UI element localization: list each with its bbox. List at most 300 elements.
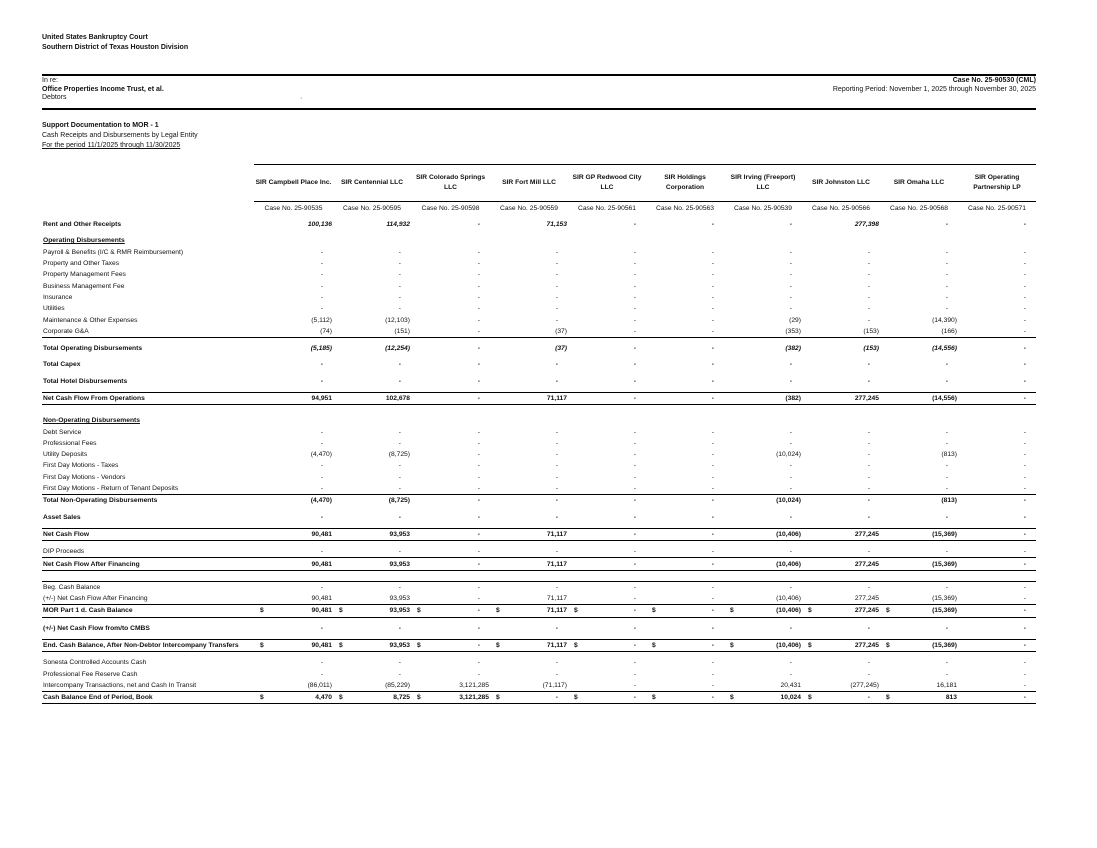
cell-value: -	[711, 327, 714, 335]
row-label: Corporate G&A	[42, 326, 254, 338]
currency-symbol: $	[260, 642, 264, 650]
row-debt-service	[42, 426, 1036, 437]
value-cell	[490, 438, 568, 449]
value-cell	[490, 343, 568, 354]
value-cell	[802, 581, 880, 593]
cell-value: (14,556)	[932, 345, 957, 353]
cell-value: -	[867, 377, 870, 385]
value-cell	[802, 314, 880, 325]
value-cell	[333, 258, 411, 269]
cell-value: -	[789, 439, 792, 447]
value-cell	[724, 495, 802, 507]
value-cell	[802, 483, 880, 495]
row-label: Insurance	[43, 293, 73, 301]
currency-symbol: $	[652, 694, 656, 702]
value-cell	[568, 314, 646, 325]
cell-value: -	[633, 260, 636, 268]
cell-value: -	[789, 670, 792, 678]
value-cell	[958, 460, 1036, 471]
value-cell	[802, 528, 880, 540]
value-cell	[568, 235, 646, 246]
cell-value: -	[711, 221, 714, 229]
value-cell	[490, 219, 568, 230]
row-label: Net Cash Flow After Financing	[42, 558, 254, 570]
value-cell	[958, 581, 1036, 593]
cell-value: -	[867, 293, 870, 301]
court-header	[42, 33, 188, 53]
value-cell	[568, 219, 646, 230]
support-subtitle: Cash Receipts and Disbursements by Legal Entity	[42, 132, 198, 139]
cell-value: -	[1023, 560, 1026, 568]
value-cell	[880, 426, 958, 437]
cell-value: -	[477, 485, 480, 493]
cell-value: -	[945, 361, 948, 369]
entity-name: SIR Omaha LLC	[880, 165, 958, 202]
cell-value: (166)	[941, 327, 957, 335]
value-cell	[724, 292, 802, 303]
cell-value: -	[398, 659, 401, 667]
value-cell	[724, 657, 802, 668]
cell-value: 93,953	[389, 642, 410, 650]
value-cell	[958, 376, 1036, 387]
value-cell	[958, 247, 1036, 258]
cell-value: -	[320, 659, 323, 667]
value-cell	[411, 292, 490, 303]
row-label: End. Cash Balance, After Non-Debtor Intercompany Transfers	[42, 639, 254, 651]
cell-value: -	[398, 439, 401, 447]
cell-value: (74)	[320, 327, 332, 335]
cell-value: (151)	[394, 327, 410, 335]
cell-value: (37)	[555, 345, 567, 353]
cell-value: 90,481	[311, 642, 332, 650]
value-cell	[646, 657, 724, 668]
row-label: Debt Service	[43, 428, 82, 436]
value-cell	[958, 235, 1036, 246]
cell-value: 71,153	[546, 221, 567, 229]
value-cell	[568, 438, 646, 449]
cell-value: (10,406)	[776, 560, 801, 568]
entity-name: SIR GP Redwood City LLC	[568, 165, 646, 202]
value-cell	[646, 359, 724, 370]
value-cell	[333, 495, 411, 507]
value-cell	[724, 593, 802, 605]
row-label: Intercompany Transactions, net and Cash In Transit	[42, 680, 254, 692]
court-name: United States Bankruptcy Court	[42, 34, 148, 41]
value-cell	[568, 326, 646, 338]
cell-value: -	[398, 583, 401, 591]
value-cell	[411, 415, 490, 426]
cell-value: -	[1023, 607, 1026, 615]
row-total-nonop	[42, 495, 1036, 507]
cell-value: -	[633, 642, 636, 650]
cell-value: (15,369)	[932, 530, 957, 538]
cell-value: (353)	[785, 327, 801, 335]
value-cell	[802, 219, 880, 230]
entity-case-number: Case No. 25-90598	[411, 202, 490, 215]
court-division: Southern District of Texas Houston Division	[42, 44, 189, 51]
value-cell	[880, 639, 958, 651]
cell-value: (382)	[785, 345, 801, 353]
value-cell	[568, 528, 646, 540]
cell-value: -	[1023, 327, 1026, 335]
cell-value: -	[477, 659, 480, 667]
cell-value: -	[633, 305, 636, 313]
value-cell	[802, 415, 880, 426]
cell-value: -	[477, 670, 480, 678]
cell-value: (10,406)	[776, 642, 801, 650]
cell-value: -	[789, 282, 792, 290]
cell-value: -	[398, 305, 401, 313]
value-cell	[958, 326, 1036, 338]
value-cell	[958, 512, 1036, 523]
value-cell	[254, 247, 333, 258]
value-cell	[254, 657, 333, 668]
entity-name: SIR Campbell Place Inc.	[254, 165, 333, 202]
row-label: Payroll & Benefits (I/C & RMR Reimbursement)	[43, 248, 184, 256]
value-cell	[568, 426, 646, 437]
cell-value: (8,725)	[388, 451, 410, 459]
cell-value: (12,103)	[385, 316, 410, 324]
value-cell	[646, 639, 724, 651]
value-cell	[646, 546, 724, 558]
cell-value: -	[477, 560, 480, 568]
value-cell	[568, 343, 646, 354]
cell-value: 93,953	[389, 560, 410, 568]
value-cell	[958, 292, 1036, 303]
cell-value: -	[633, 316, 636, 324]
cell-value: 277,245	[854, 395, 879, 402]
cell-value: -	[398, 361, 401, 369]
cell-value: -	[1023, 439, 1026, 447]
value-cell	[333, 292, 411, 303]
cell-value: -	[711, 548, 714, 556]
cell-value: -	[867, 316, 870, 324]
cell-value: (4,470)	[310, 451, 332, 459]
cell-value: (10,406)	[776, 530, 801, 538]
row-book-cash	[42, 692, 1036, 704]
cell-value: -	[477, 428, 480, 436]
cell-value: -	[945, 293, 948, 301]
value-cell	[568, 303, 646, 314]
cell-value: -	[477, 451, 480, 459]
value-cell	[333, 438, 411, 449]
value-cell	[411, 258, 490, 269]
value-cell	[568, 669, 646, 680]
cell-value: -	[1023, 316, 1026, 324]
cell-value: -	[555, 361, 558, 369]
value-cell	[568, 623, 646, 634]
currency-symbol: $	[730, 607, 734, 615]
header-blank	[42, 165, 254, 202]
value-cell	[254, 292, 333, 303]
cell-value: -	[398, 513, 401, 521]
cell-value: -	[945, 513, 948, 521]
value-cell	[411, 605, 490, 617]
value-cell	[411, 558, 490, 570]
value-cell	[802, 292, 880, 303]
cell-value: -	[711, 305, 714, 313]
cell-value: -	[711, 624, 714, 632]
value-cell	[646, 376, 724, 387]
value-cell	[333, 593, 411, 605]
value-cell	[802, 495, 880, 507]
cell-value: -	[1023, 659, 1026, 667]
row-label: First Day Motions - Return of Tenant Deposits	[42, 483, 254, 495]
currency-symbol: $	[260, 607, 264, 615]
support-title: Support Documentation to MOR - 1	[42, 122, 159, 129]
cell-value: -	[477, 607, 480, 615]
value-cell	[490, 495, 568, 507]
value-cell	[568, 449, 646, 460]
cell-value: -	[477, 395, 480, 402]
value-cell	[333, 326, 411, 338]
cell-value: -	[711, 282, 714, 290]
value-cell	[490, 593, 568, 605]
cell-value: -	[711, 659, 714, 667]
cell-value: -	[1023, 497, 1026, 505]
value-cell	[646, 235, 724, 246]
value-cell	[646, 438, 724, 449]
cell-value: -	[1023, 248, 1026, 256]
support-period: For the period 11/1/2025 through 11/30/2025	[42, 142, 181, 149]
cell-value: -	[633, 439, 636, 447]
value-cell	[254, 512, 333, 523]
cell-value: -	[555, 377, 558, 385]
value-cell	[254, 235, 333, 246]
cell-value: -	[555, 624, 558, 632]
value-cell	[254, 219, 333, 230]
cell-value: (29)	[789, 316, 801, 324]
value-cell	[880, 623, 958, 634]
value-cell	[333, 303, 411, 314]
cell-value: (37)	[555, 327, 567, 335]
cell-value: -	[555, 316, 558, 324]
value-cell	[724, 460, 802, 471]
cell-value: 277,245	[854, 607, 879, 615]
cell-value: (153)	[863, 327, 879, 335]
case-number: Case No. 25-90530 (CML)	[952, 77, 1036, 84]
cell-value: -	[633, 282, 636, 290]
value-cell	[958, 415, 1036, 426]
row-label: First Day Motions - Vendors	[43, 473, 126, 481]
value-cell	[724, 426, 802, 437]
value-cell	[568, 593, 646, 605]
value-cell	[724, 692, 802, 704]
value-cell	[958, 680, 1036, 692]
cell-value: -	[555, 583, 558, 591]
value-cell	[568, 292, 646, 303]
value-cell	[411, 235, 490, 246]
value-cell	[802, 376, 880, 387]
row-label: Total Non-Operating Disbursements	[43, 497, 158, 505]
value-cell	[411, 546, 490, 558]
cell-value: -	[711, 607, 714, 615]
cell-value: -	[711, 361, 714, 369]
value-cell	[880, 235, 958, 246]
row-label: Total Operating Disbursements	[43, 345, 143, 353]
cell-value: -	[555, 659, 558, 667]
entity-case-number: Case No. 25-90563	[646, 202, 724, 215]
cell-value: -	[398, 485, 401, 493]
value-cell	[724, 392, 802, 404]
cell-value: -	[945, 248, 948, 256]
value-cell	[646, 258, 724, 269]
cell-value: 277,245	[854, 530, 879, 538]
row-label: Property Management Fees	[43, 271, 126, 279]
value-cell	[490, 280, 568, 291]
currency-symbol: $	[417, 642, 421, 650]
cell-value: -	[945, 428, 948, 436]
cell-value: (86,011)	[307, 681, 332, 689]
cell-value: (10,406)	[776, 595, 801, 603]
cell-value: -	[555, 451, 558, 459]
value-cell	[411, 669, 490, 680]
entity-case-number: Case No. 25-90595	[333, 202, 411, 215]
value-cell	[411, 449, 490, 460]
value-cell	[646, 581, 724, 593]
cell-value: -	[477, 439, 480, 447]
cell-value: -	[711, 513, 714, 521]
value-cell	[490, 426, 568, 437]
row-label: (+/-) Net Cash Flow from/to CMBS	[43, 624, 150, 632]
value-cell	[411, 623, 490, 634]
value-cell	[254, 280, 333, 291]
cell-value: 90,481	[311, 560, 332, 568]
row-maintenance	[42, 314, 1036, 325]
value-cell	[333, 235, 411, 246]
cell-value: -	[633, 595, 636, 603]
value-cell	[333, 546, 411, 558]
row-fdm-taxes	[42, 460, 1036, 471]
support-block	[42, 121, 198, 151]
value-cell	[490, 415, 568, 426]
cell-value: -	[867, 439, 870, 447]
cell-value: -	[398, 271, 401, 279]
cell-value: 277,398	[854, 221, 879, 229]
value-cell	[254, 438, 333, 449]
value-cell	[802, 692, 880, 704]
cell-value: -	[633, 560, 636, 568]
value-cell	[254, 376, 333, 387]
value-cell	[411, 528, 490, 540]
value-cell	[490, 680, 568, 692]
row-utilities	[42, 303, 1036, 314]
value-cell	[254, 449, 333, 460]
currency-symbol: $	[574, 694, 578, 702]
cell-value: -	[711, 694, 714, 702]
value-cell	[646, 314, 724, 325]
cell-value: -	[1023, 377, 1026, 385]
value-cell	[254, 483, 333, 495]
currency-symbol: $	[339, 642, 343, 650]
cell-value: (382)	[785, 395, 801, 402]
cell-value: -	[789, 377, 792, 385]
cell-value: -	[945, 473, 948, 481]
cell-value: 71,117	[546, 607, 567, 615]
cell-value: -	[1023, 395, 1026, 402]
row-label: MOR Part 1 d. Cash Balance	[42, 605, 254, 617]
value-cell	[254, 303, 333, 314]
cell-value: -	[945, 624, 948, 632]
cell-value: -	[867, 451, 870, 459]
value-cell	[254, 669, 333, 680]
value-cell	[802, 343, 880, 354]
cell-value: -	[867, 670, 870, 678]
value-cell	[802, 639, 880, 651]
cell-value: -	[711, 395, 714, 402]
value-cell	[490, 235, 568, 246]
cell-value: -	[711, 316, 714, 324]
row-opdisb-hdr	[42, 235, 1036, 246]
currency-symbol: $	[574, 607, 578, 615]
cell-value: -	[1023, 361, 1026, 369]
entity-case-number: Case No. 25-90539	[724, 202, 802, 215]
value-cell	[568, 581, 646, 593]
cell-value: -	[633, 497, 636, 505]
cell-value: -	[398, 670, 401, 678]
cell-value: 8,725	[393, 694, 410, 702]
value-cell	[958, 219, 1036, 230]
debtor-name: Office Properties Income Trust, et al.	[42, 85, 164, 93]
entity-case-number: Case No. 25-90571	[958, 202, 1036, 215]
cell-value: -	[477, 316, 480, 324]
entity-case-number: Case No. 25-90559	[490, 202, 568, 215]
cell-value: -	[477, 361, 480, 369]
cell-value: 71,117	[546, 560, 567, 568]
value-cell	[254, 314, 333, 325]
value-cell	[880, 528, 958, 540]
value-cell	[254, 343, 333, 354]
value-cell	[411, 581, 490, 593]
cell-value: -	[320, 485, 323, 493]
value-cell	[802, 512, 880, 523]
in-re-block	[42, 77, 164, 103]
row-label: Business Management Fee	[43, 282, 125, 290]
value-cell	[880, 449, 958, 460]
cell-value: -	[789, 271, 792, 279]
cell-value: -	[477, 282, 480, 290]
value-cell	[724, 314, 802, 325]
row-property-mgmt	[42, 269, 1036, 280]
value-cell	[646, 483, 724, 495]
cell-value: -	[789, 248, 792, 256]
cell-value: -	[1023, 221, 1026, 229]
value-cell	[490, 314, 568, 325]
value-cell	[958, 669, 1036, 680]
row-total-hotel	[42, 376, 1036, 387]
value-cell	[411, 392, 490, 404]
cell-value: -	[1023, 293, 1026, 301]
cell-value: -	[945, 221, 948, 229]
value-cell	[724, 581, 802, 593]
value-cell	[254, 605, 333, 617]
value-cell	[724, 546, 802, 558]
cell-value: 94,951	[311, 395, 332, 402]
cell-value: -	[789, 293, 792, 301]
cell-value: -	[633, 513, 636, 521]
cell-value: -	[945, 548, 948, 556]
value-cell	[880, 460, 958, 471]
cell-value: -	[633, 377, 636, 385]
value-cell	[724, 415, 802, 426]
cell-value: -	[555, 428, 558, 436]
value-cell	[724, 280, 802, 291]
row-label: Net Cash Flow From Operations	[42, 392, 254, 404]
value-cell	[802, 303, 880, 314]
cell-value: -	[789, 624, 792, 632]
cell-value: -	[398, 282, 401, 290]
cell-value: -	[1023, 670, 1026, 678]
